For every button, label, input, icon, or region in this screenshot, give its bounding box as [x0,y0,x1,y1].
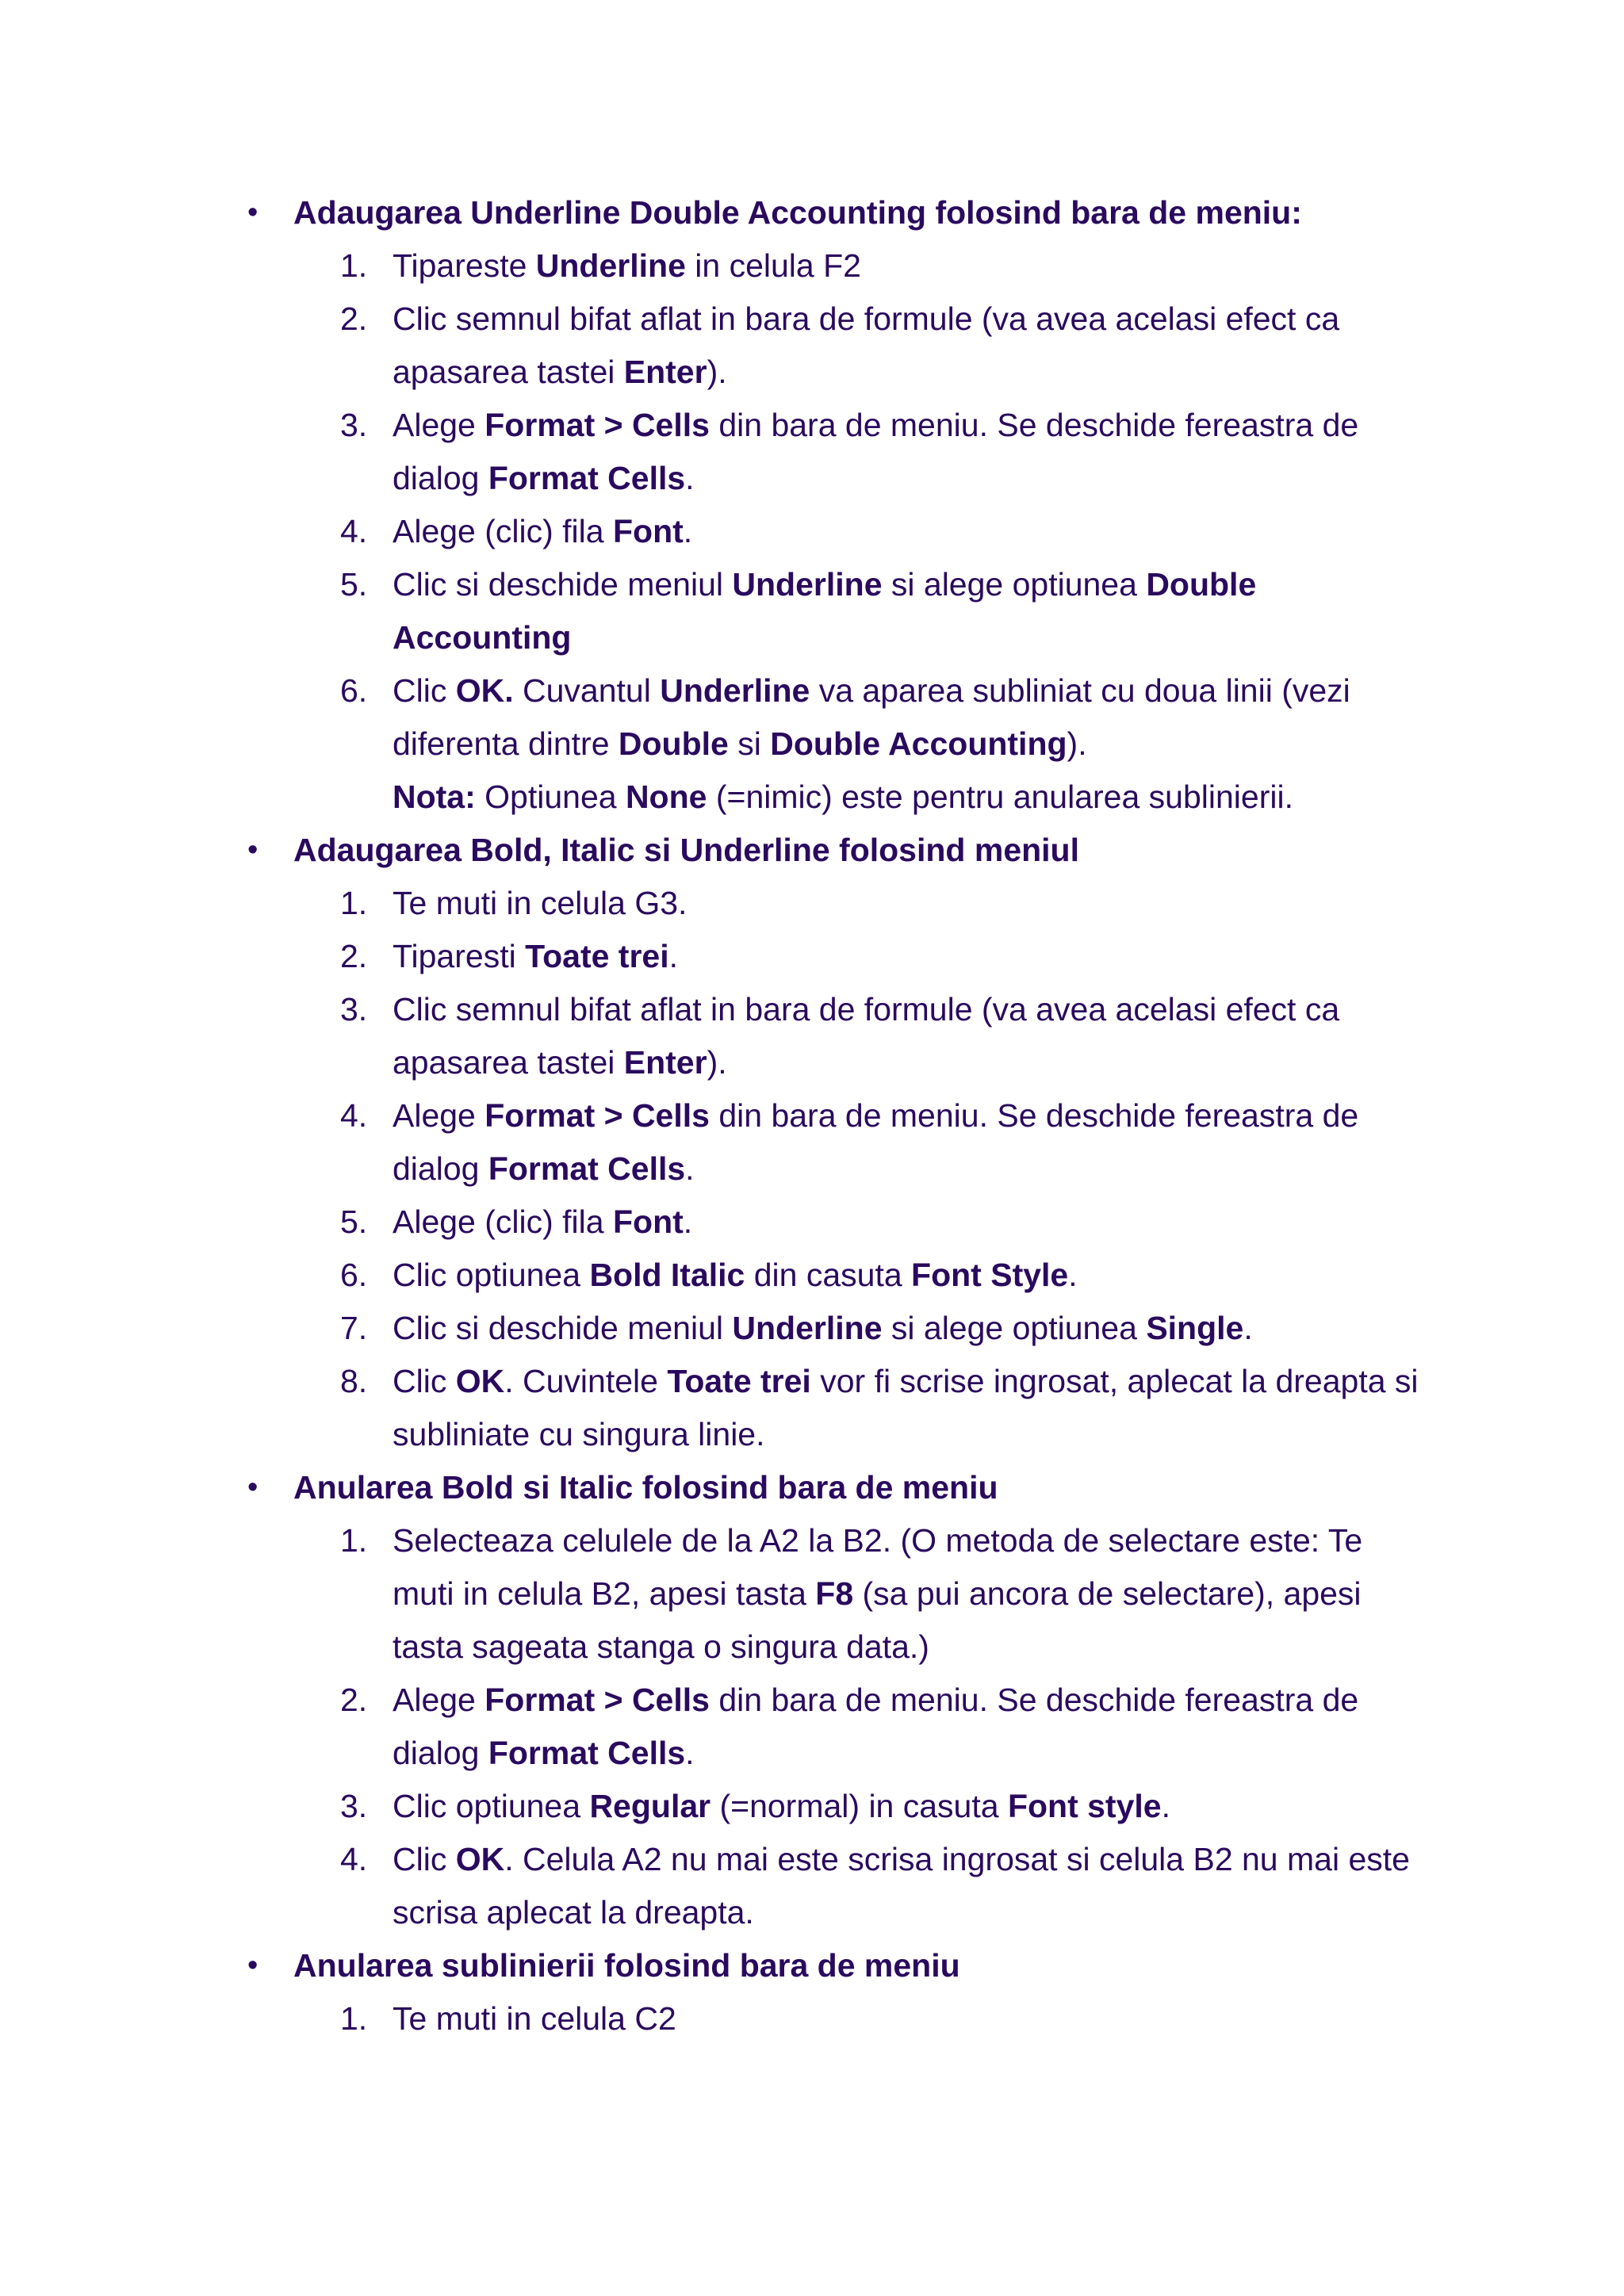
bold-text: Toate trei [525,938,669,974]
text: dialog [393,1735,488,1771]
step-text-line [393,399,1487,452]
bold-text: Double [1146,566,1257,603]
bold-text: Regular [589,1788,711,1824]
step-number: 8. [340,1363,368,1399]
step-number: 3. [340,991,368,1027]
text: in celula F2 [685,247,861,284]
step-text-line [393,1727,1487,1780]
bold-text: Double [618,725,729,762]
text: scrisa aplecat la dreapta. [393,1894,754,1931]
text: Optiunea [475,779,626,815]
step-text-line [393,505,1487,558]
step-item [340,1249,1487,1302]
text: Te muti in celula G3. [393,885,688,921]
step-number: 6. [340,1257,368,1293]
text: . Cuvintele [504,1363,668,1399]
text: . [1161,1788,1170,1824]
text: diferenta dintre [393,725,619,762]
steps-list [0,239,1624,824]
bold-text: Toate trei [667,1363,811,1399]
step-item [340,1992,1487,2045]
step-item [340,1780,1487,1833]
step-number: 1. [340,2000,368,2037]
step-text-line [393,1514,1487,1567]
text: . [668,938,678,974]
step-text-line [393,983,1487,1036]
text: . [685,460,695,496]
section-title: • Anularea sublinierii folosind bara de meniu [293,1939,1624,1992]
step-text-line [393,771,1487,824]
step-text-line [393,611,1487,664]
step-text-line [393,1621,1487,1674]
bold-text: Format > Cells [485,407,710,443]
step-text-line [393,239,1487,293]
text: (=normal) in casuta [710,1788,1008,1824]
step-number: 3. [340,407,368,443]
text: si alege optiunea [882,566,1147,603]
text: va aparea subliniat cu doua linii (vezi [810,672,1350,709]
bold-text: Underline [535,247,686,284]
step-number: 4. [340,1841,368,1877]
step-number: 7. [340,1310,368,1346]
bold-text: Format Cells [488,1150,686,1187]
step-item [340,505,1487,558]
step-text-line [393,664,1487,718]
text: Alege [393,1097,485,1134]
text: Cuvantul [513,672,661,709]
step-item [340,1674,1487,1780]
step-text-line [393,1355,1487,1408]
step-text-line [393,1567,1487,1621]
text: Tiparesti [393,938,526,974]
section-4 [0,1939,1624,2045]
step-item [340,877,1487,930]
text: din bara de meniu. Se deschide fereastra de [709,1682,1359,1718]
step-text-line [393,346,1487,399]
step-text-line [393,930,1487,983]
text: din bara de meniu. Se deschide fereastra de [709,407,1359,443]
bold-text: Format > Cells [485,1097,710,1134]
text: Clic [393,1363,456,1399]
bold-text: Font [612,513,684,549]
step-text-line [393,1089,1487,1142]
step-item [340,399,1487,505]
step-item [340,1355,1487,1461]
text: ). [707,1044,727,1081]
step-text-line [393,877,1487,930]
text: Clic semnul bifat aflat in bara de formule (va avea acelasi efect ca [393,300,1340,337]
section-title: • Anularea Bold si Italic folosind bara de meniu [293,1461,1624,1514]
text: . [685,1150,695,1187]
step-text-line [393,1408,1487,1461]
text: tasta sageata stanga o singura data.) [393,1628,929,1665]
bold-text: Font Style [911,1257,1069,1293]
step-text-line [393,1674,1487,1727]
step-item [340,1302,1487,1355]
step-text-line [393,1196,1487,1249]
text: Alege [393,1682,485,1718]
document-body [0,186,1624,2045]
text: ). [707,354,727,390]
step-text-line [393,718,1487,771]
text: Clic [393,1841,456,1877]
step-text-line [393,1992,1487,2045]
bold-text: Single [1146,1310,1244,1346]
text: Clic optiunea [393,1257,590,1293]
step-number: 4. [340,513,368,549]
step-text-line [393,1886,1487,1939]
text: dialog [393,460,488,496]
section-2 [0,824,1624,1461]
text: Alege (clic) fila [393,513,613,549]
steps-list [0,1514,1624,1939]
section-title: • Adaugarea Underline Double Accounting folosind bara de meniu: [293,186,1624,239]
bold-text: Format Cells [488,1735,686,1771]
bold-text: F8 [815,1575,854,1612]
bold-text: Underline [660,672,810,709]
step-item [340,293,1487,399]
step-number: 5. [340,566,368,603]
text: Clic optiunea [393,1788,590,1824]
text: (=nimic) este pentru anularea sublinierii. [707,779,1293,815]
text: Alege [393,407,485,443]
bold-text: Underline [732,566,883,603]
step-item [340,1089,1487,1196]
text: si alege optiunea [882,1310,1147,1346]
section-title: • Adaugarea Bold, Italic si Underline folosind meniul [293,824,1624,877]
text: . [683,513,693,549]
step-number: 1. [340,1522,368,1559]
text: ). [1067,725,1087,762]
text: apasarea tastei [393,354,624,390]
text: Clic [393,672,456,709]
bold-text: Underline [732,1310,883,1346]
text: (sa pui ancora de selectare), apesi [853,1575,1362,1612]
step-number: 1. [340,247,368,284]
text: subliniate cu singura linie. [393,1416,765,1452]
step-number: 2. [340,300,368,337]
step-text-line [393,1833,1487,1886]
step-item [340,1514,1487,1674]
text: . [683,1203,693,1240]
step-item [340,1196,1487,1249]
bold-text: Enter [623,354,707,390]
step-item [340,1833,1487,1939]
bold-text: Bold Italic [589,1257,745,1293]
bold-text: None [625,779,707,815]
text: . [1243,1310,1253,1346]
bold-text: Format Cells [488,460,686,496]
bold-text: Font [612,1203,684,1240]
step-item [340,664,1487,824]
text: Clic si deschide meniul [393,566,733,603]
step-number: 5. [340,1203,368,1240]
text: . [685,1735,695,1771]
section-3 [0,1461,1624,1939]
step-item [340,558,1487,664]
text: Te muti in celula C2 [393,2000,676,2037]
text: Clic semnul bifat aflat in bara de formule (va avea acelasi efect ca [393,991,1340,1027]
text: dialog [393,1150,488,1187]
text: Clic si deschide meniul [393,1310,733,1346]
step-text-line [393,1302,1487,1355]
step-text-line [393,1142,1487,1196]
text: . [1068,1257,1078,1293]
step-text-line [393,1249,1487,1302]
steps-list [0,877,1624,1461]
text: vor fi scrise ingrosat, aplecat la dreapta si [810,1363,1419,1399]
step-text-line [393,293,1487,346]
section-1 [0,186,1624,824]
bold-text: OK [455,1363,505,1399]
step-text-line [393,452,1487,505]
text: si [728,725,771,762]
step-text-line [393,558,1487,611]
step-number: 2. [340,938,368,974]
text: . Celula A2 nu mai este scrisa ingrosat si celula B2 nu mai este [504,1841,1410,1877]
bold-text: Double Accounting [770,725,1067,762]
step-number: 6. [340,672,368,709]
step-text-line [393,1780,1487,1833]
text: apasarea tastei [393,1044,624,1081]
text: Tipareste [393,247,536,284]
step-number: 1. [340,885,368,921]
bold-text: Enter [623,1044,707,1081]
step-item [340,983,1487,1089]
step-number: 3. [340,1788,368,1824]
text: Selecteaza celulele de la A2 la B2. (O metoda de selectare este: Te [393,1522,1363,1559]
steps-list [0,1992,1624,2045]
bold-text: Nota: [393,779,476,815]
step-number: 4. [340,1097,368,1134]
step-item [340,930,1487,983]
bold-text: Font style [1007,1788,1162,1824]
bold-text: Format > Cells [485,1682,710,1718]
text: din bara de meniu. Se deschide fereastra de [709,1097,1359,1134]
bold-text: Accounting [393,619,572,656]
text: din casuta [745,1257,912,1293]
bold-text: OK. [455,672,514,709]
bold-text: OK [455,1841,505,1877]
step-text-line [393,1036,1487,1089]
step-number: 2. [340,1682,368,1718]
step-item [340,239,1487,293]
text: Alege (clic) fila [393,1203,613,1240]
text: muti in celula B2, apesi tasta [393,1575,816,1612]
